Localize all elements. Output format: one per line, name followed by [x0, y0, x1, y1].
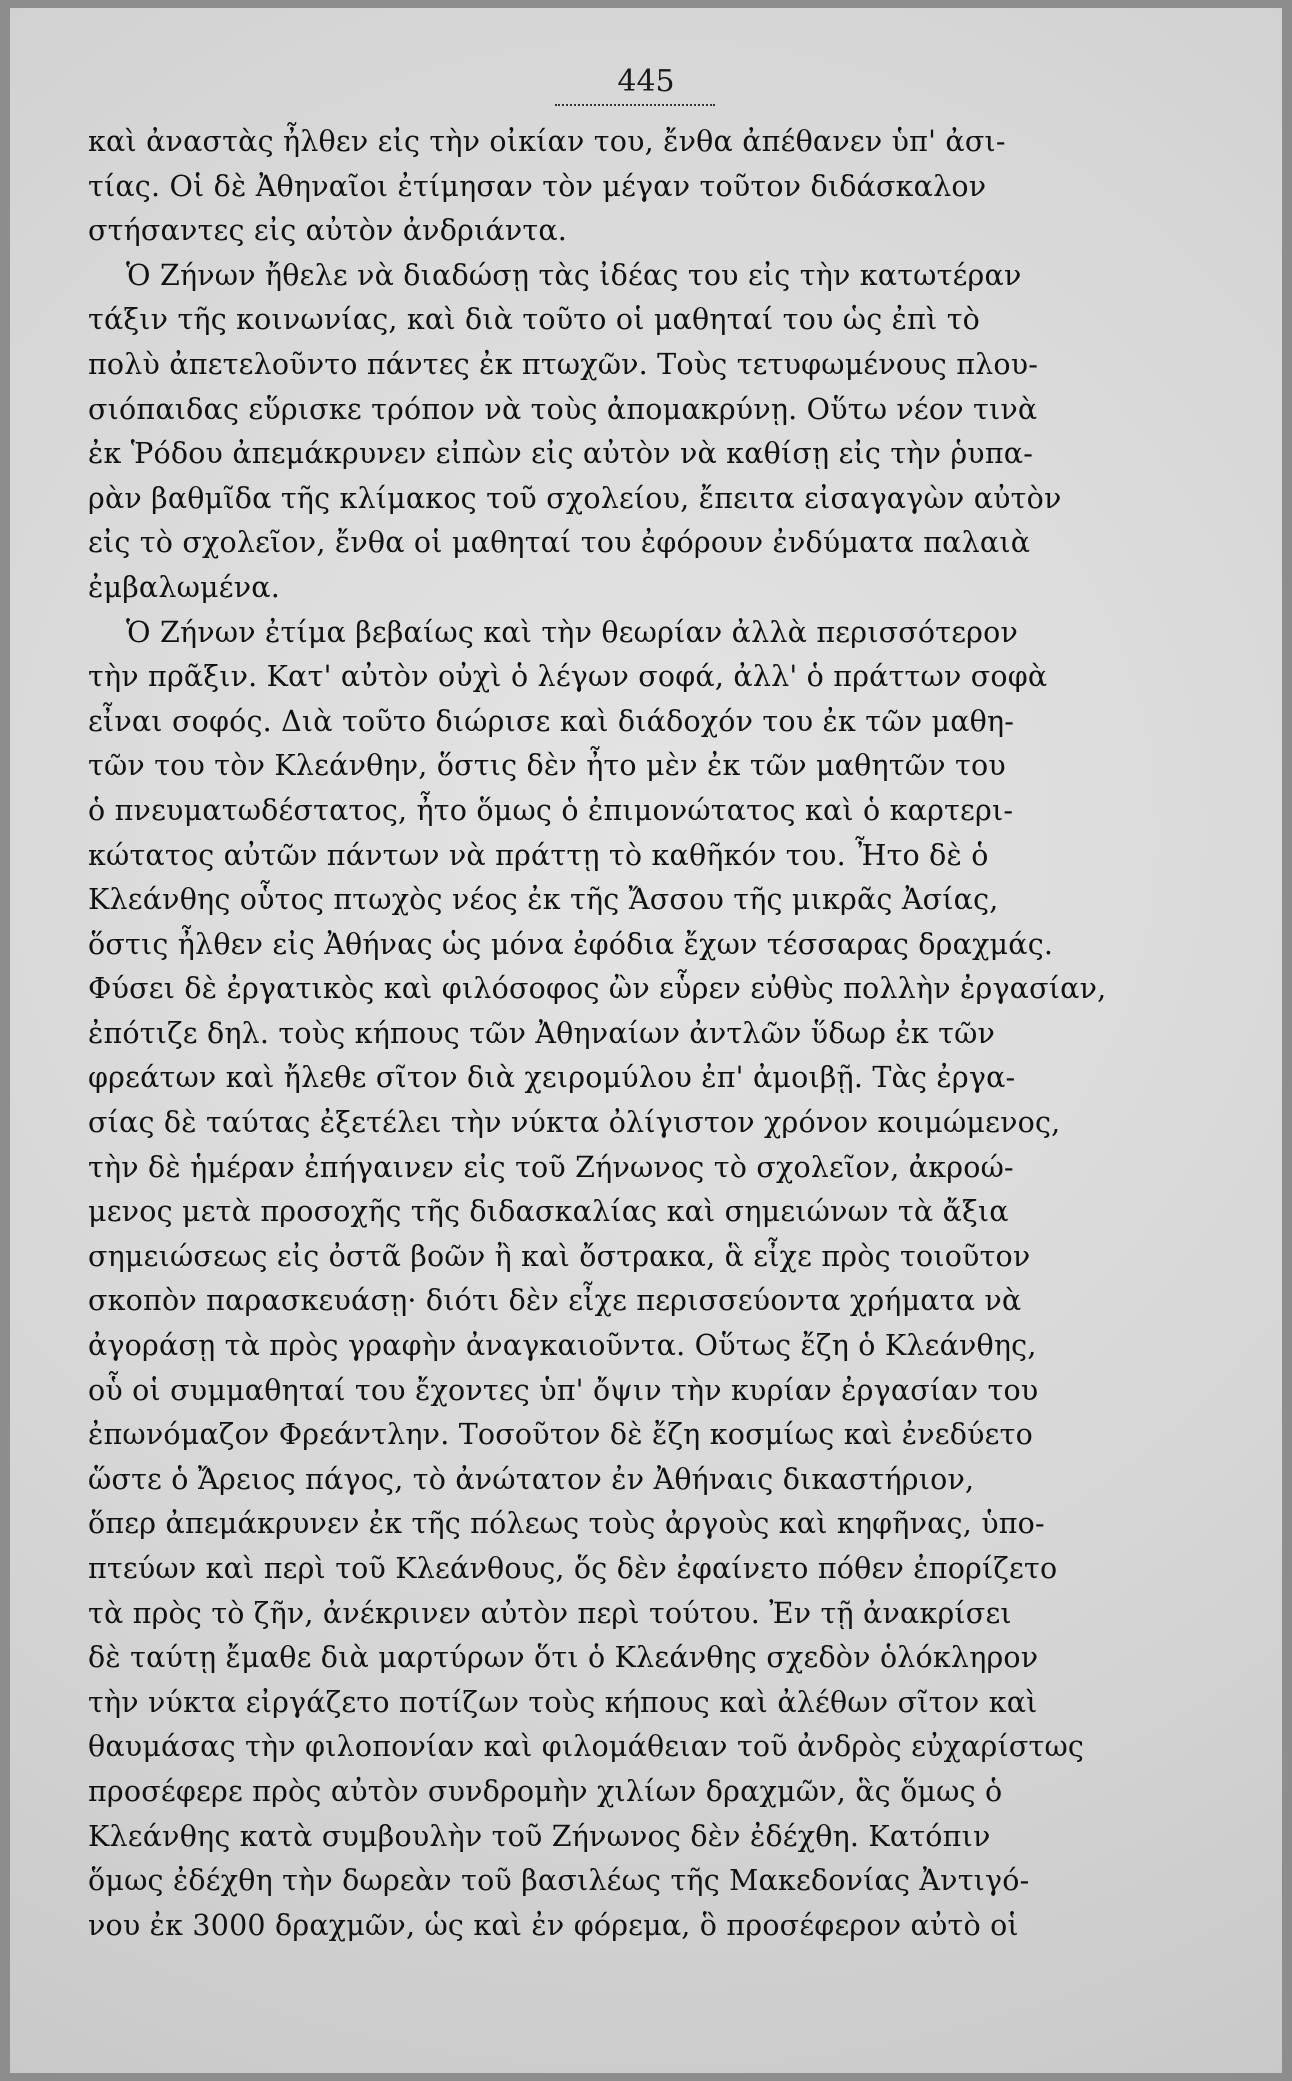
text-line: τὰ πρὸς τὸ ζῆν, ἀνέκρινεν αὐτὸν περὶ τούτου. Ἐν τῇ ἀνακρίσει [88, 1596, 1012, 1630]
text-line: πτεύων καὶ περὶ τοῦ Κλεάνθους, ὅς δὲν ἐφαίνετο πόθεν ἐπορίζετο [88, 1552, 1058, 1585]
text-line: ὥστε ὁ Ἄρειος πάγος, τὸ ἀνώτατον ἐν Ἀθήναις δικαστήριον, [88, 1462, 975, 1496]
page-number-rule [555, 104, 715, 106]
text-line: ἐπότιζε δηλ. τοὺς κήπους τῶν Ἀθηναίων ἀντλῶν ὕδωρ ἐκ τῶν [88, 1016, 996, 1050]
text-line: Ὁ Ζήνων ἐτίμα βεβαίως καὶ τὴν θεωρίαν ἀλλὰ περισσότερον [126, 615, 1019, 649]
text-line: πολὺ ἀπετελοῦντο πάντες ἐκ πτωχῶν. Τοὺς τετυφωμένους πλου- [88, 347, 1039, 381]
text-line: Κλεάνθης κατὰ συμβουλὴν τοῦ Ζήνωνος δὲν ἐδέχθη. Κατόπιν [88, 1819, 991, 1853]
text-line: ὅστις ἦλθεν εἰς Ἀθήνας ὡς μόνα ἐφόδια ἔχων τέσσαρας δραχμάς. [88, 927, 1054, 961]
text-line: σκοπὸν παρασκευάσῃ· διότι δὲν εἶχε περισσεύοντα χρήματα νὰ [88, 1284, 1022, 1318]
text-line: σίας δὲ ταύτας ἐξετέλει τὴν νύκτα ὀλίγιστον χρόνον κοιμώμενος, [88, 1106, 1061, 1140]
book-page [10, 8, 1282, 2073]
text-line: ἀγοράσῃ τὰ πρὸς γραφὴν ἀναγκαιοῦντα. Οὕτως ἔζη ὁ Κλεάνθης, [88, 1329, 1037, 1363]
text-line: ρὰν βαθμῖδα τῆς κλίμακος τοῦ σχολείου, ἔπειτα εἰσαγαγὼν αὐτὸν [88, 481, 1062, 515]
text-line: καὶ ἀναστὰς ἦλθεν εἰς τὴν οἰκίαν του, ἔνθα ἀπέθανεν ὑπ' ἀσι- [88, 125, 1006, 158]
text-line: στήσαντες εἰς αὐτὸν ἀνδριάντα. [88, 214, 568, 248]
page-number: 445 [617, 64, 675, 99]
text-line: κώτατος αὐτῶν πάντων νὰ πράττῃ τὸ καθῆκόν του. Ἦτο δὲ ὁ [88, 838, 989, 872]
text-line: τίας. Οἱ δὲ Ἀθηναῖοι ἐτίμησαν τὸν μέγαν τοῦτον διδάσκαλον [88, 169, 987, 203]
text-line: ἐμβαλωμένα. [88, 570, 280, 604]
text-line: ὅμως ἐδέχθη τὴν δωρεὰν τοῦ βασιλέως τῆς Μακεδονίας Ἀντιγό- [88, 1864, 1030, 1898]
text-line: τῶν του τὸν Κλεάνθην, ὅστις δὲν ἦτο μὲν ἐκ τῶν μαθητῶν του [88, 749, 1006, 783]
text-line: τὴν νύκτα εἰργάζετο ποτίζων τοὺς κήπους καὶ ἀλέθων σῖτον καὶ [88, 1685, 1038, 1719]
text-line: μενος μετὰ προσοχῆς τῆς διδασκαλίας καὶ σημειώνων τὰ ἄξια [88, 1195, 1009, 1229]
text-line: τὴν δὲ ἡμέραν ἐπήγαινεν εἰς τοῦ Ζήνωνος τὸ σχολεῖον, ἀκροώ- [88, 1150, 1014, 1184]
text-line: φρεάτων καὶ ἤλεθε σῖτον διὰ χειρομύλου ἐπ' ἀμοιβῇ. Τὰς ἐργα- [88, 1061, 1016, 1095]
text-line: εἶναι σοφός. Διὰ τοῦτο διώρισε καὶ διάδοχόν του ἐκ τῶν μαθη- [88, 704, 1015, 738]
text-line: τάξιν τῆς κοινωνίας, καὶ διὰ τοῦτο οἱ μαθηταί του ὡς ἐπὶ τὸ [88, 303, 981, 337]
text-line: ἐπωνόμαζον Φρεάντλην. Τοσοῦτον δὲ ἔζη κοσμίως καὶ ἐνεδύετο [88, 1418, 1033, 1452]
text-line: οὗ οἱ συμμαθηταί του ἔχοντες ὑπ' ὄψιν τὴν κυρίαν ἐργασίαν του [88, 1373, 1039, 1407]
text-line: νου ἐκ 3000 δραχμῶν, ὡς καὶ ἐν φόρεμα, ὃ προσέφερον αὐτὸ οἱ [88, 1908, 1019, 1942]
text-line: ὁ πνευματωδέστατος, ἦτο ὅμως ὁ ἐπιμονώτατος καὶ ὁ καρτερι- [88, 793, 1014, 827]
text-line: δὲ ταύτῃ ἔμαθε διὰ μαρτύρων ὅτι ὁ Κλεάνθης σχεδὸν ὁλόκληρον [88, 1641, 1039, 1675]
text-line: σημειώσεως εἰς ὀστᾶ βοῶν ἢ καὶ ὄστρακα, ἃ εἶχε πρὸς τοιοῦτον [88, 1239, 1031, 1273]
text-line: Φύσει δὲ ἐργατικὸς καὶ φιλόσοφος ὢν εὗρεν εὐθὺς πολλὴν ἐργασίαν, [88, 972, 1107, 1006]
text-line: ἐκ Ῥόδου ἀπεμάκρυνεν εἰπὼν εἰς αὐτὸν νὰ καθίσῃ εἰς τὴν ῥυπα- [88, 437, 1034, 471]
text-line: προσέφερε πρὸς αὐτὸν συνδρομὴν χιλίων δραχμῶν, ἃς ὅμως ὁ [88, 1774, 1003, 1808]
text-line: τὴν πρᾶξιν. Κατ' αὐτὸν οὐχὶ ὁ λέγων σοφά, ἀλλ' ὁ πράττων σοφὰ [88, 660, 1048, 694]
text-line: σιόπαιδας εὕρισκε τρόπον νὰ τοὺς ἀπομακρύνῃ. Οὕτω νέον τινὰ [88, 392, 1038, 426]
body-text [88, 120, 1148, 1948]
text-line: θαυμάσας τὴν φιλοπονίαν καὶ φιλομάθειαν τοῦ ἀνδρὸς εὐχαρίστως [88, 1730, 1085, 1764]
text-line: Κλεάνθης οὗτος πτωχὸς νέος ἐκ τῆς Ἄσσου τῆς μικρᾶς Ἀσίας, [88, 883, 999, 917]
text-line: ὅπερ ἀπεμάκρυνεν ἐκ τῆς πόλεως τοὺς ἀργοὺς καὶ κηφῆνας, ὑπο- [88, 1507, 1045, 1541]
text-line: εἰς τὸ σχολεῖον, ἔνθα οἱ μαθηταί του ἐφόρουν ἐνδύματα παλαιὰ [88, 526, 1031, 560]
text-line: Ὁ Ζήνων ἤθελε νὰ διαδώσῃ τὰς ἰδέας του εἰς τὴν κατωτέραν [126, 258, 1022, 292]
